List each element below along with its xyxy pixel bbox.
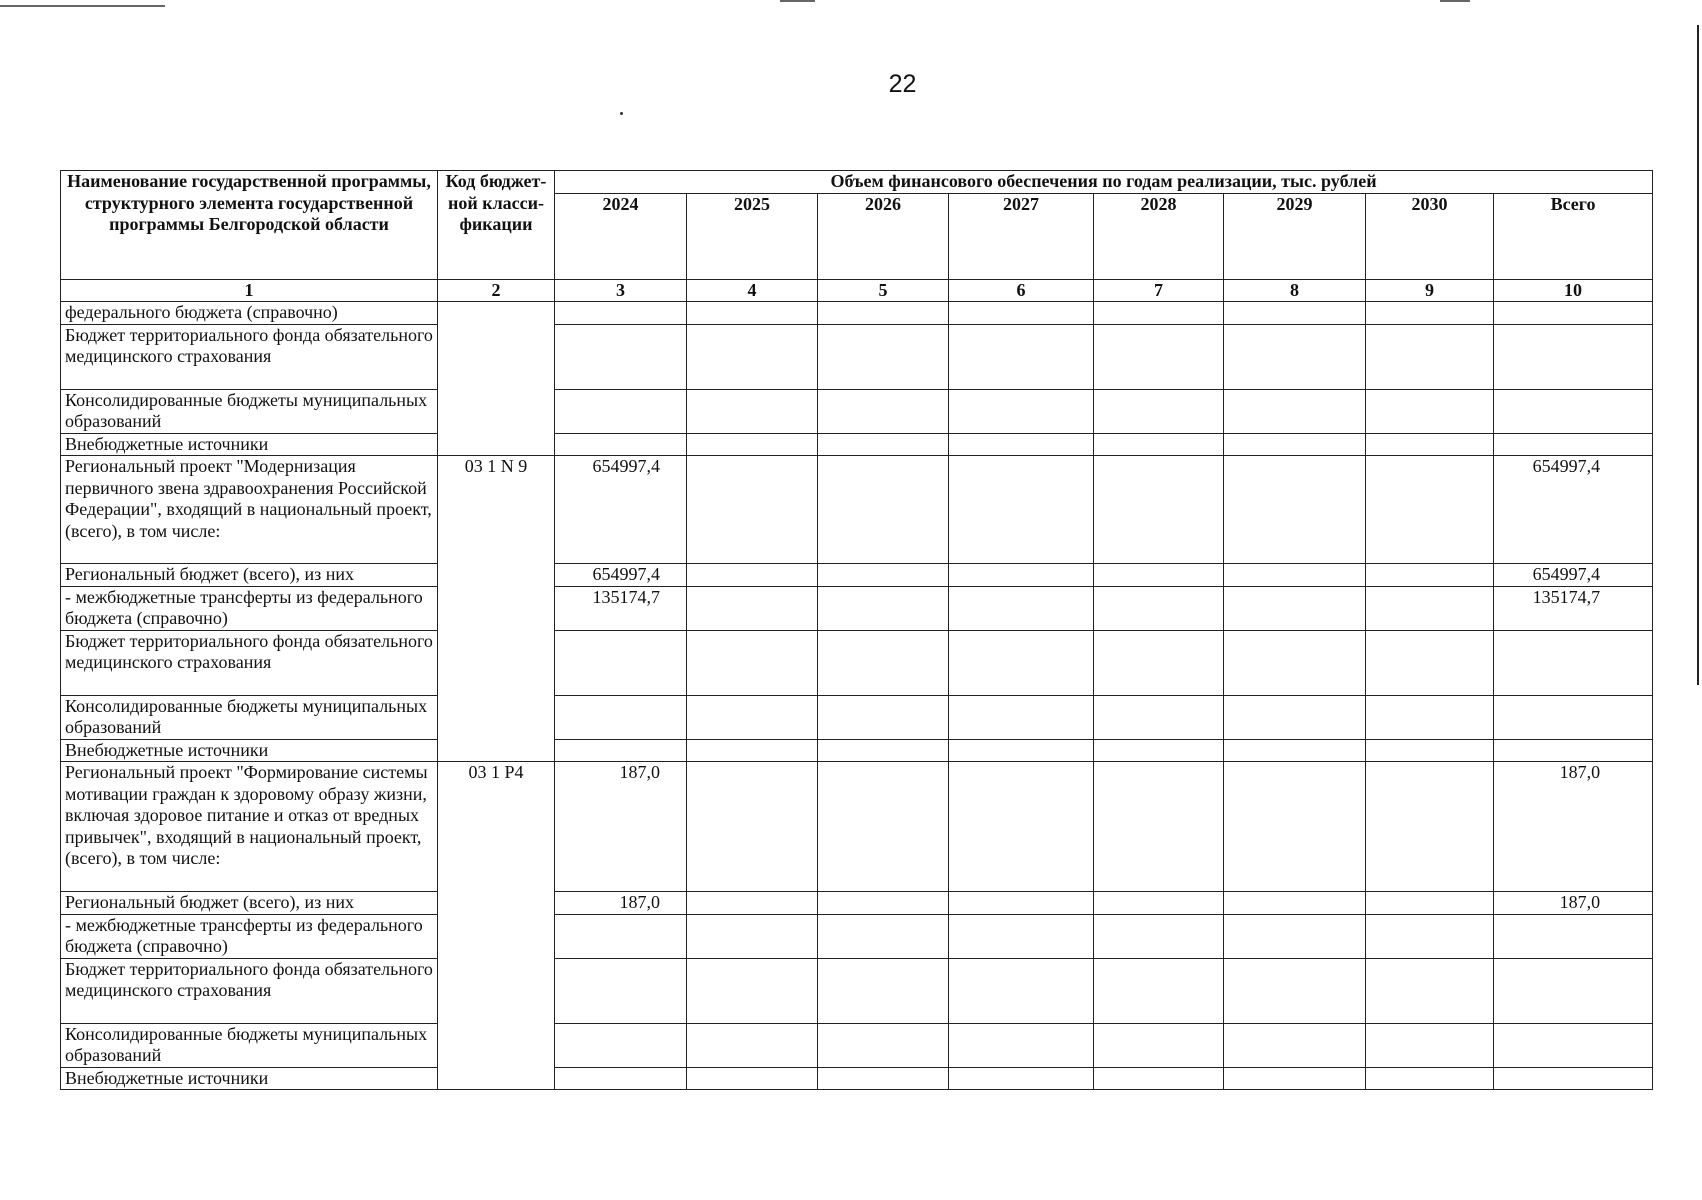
value-2024 <box>555 1023 687 1067</box>
table-row <box>61 586 1653 630</box>
value-empty <box>1224 302 1366 325</box>
value-empty <box>949 456 1094 564</box>
row-code <box>438 302 555 456</box>
value-2024 <box>555 695 687 739</box>
value-empty <box>1094 1023 1224 1067</box>
value-empty <box>687 456 818 564</box>
value-empty <box>687 630 818 695</box>
header-total: Всего <box>1494 194 1653 280</box>
header-year: 2025 <box>687 194 818 280</box>
value-empty <box>1366 324 1494 389</box>
value-2024: 135174,7 <box>555 586 687 630</box>
value-total <box>1494 695 1653 739</box>
value-empty <box>949 433 1094 456</box>
value-empty <box>1366 695 1494 739</box>
value-2024: 654997,4 <box>555 456 687 564</box>
value-empty <box>1366 1067 1494 1090</box>
value-empty <box>818 586 949 630</box>
table-row <box>61 958 1653 1023</box>
value-empty <box>1224 389 1366 433</box>
column-number: 3 <box>555 280 687 302</box>
row-name: Региональный проект "Формирование системы мотивации граждан к здоровому образу жизни, включая здоровое питание и отказ от вредных привычек", входящий в национальный проект, (всего), в том числе: <box>61 762 438 892</box>
column-number: 2 <box>438 280 555 302</box>
value-total <box>1494 739 1653 762</box>
value-2024 <box>555 302 687 325</box>
value-total: 135174,7 <box>1494 586 1653 630</box>
value-empty <box>818 914 949 958</box>
value-2024 <box>555 630 687 695</box>
value-2024 <box>555 389 687 433</box>
value-empty <box>1366 302 1494 325</box>
row-name: федерального бюджета (справочно) <box>61 302 438 325</box>
value-empty <box>1094 324 1224 389</box>
value-empty <box>949 958 1094 1023</box>
value-empty <box>1224 695 1366 739</box>
table-row <box>61 324 1653 389</box>
header-year: 2027 <box>949 194 1094 280</box>
table-row <box>61 389 1653 433</box>
row-name: Бюджет территориального фонда обязательного медицинского страхования <box>61 958 438 1023</box>
value-empty <box>1366 564 1494 587</box>
value-empty <box>1224 324 1366 389</box>
value-2024 <box>555 739 687 762</box>
value-empty <box>949 739 1094 762</box>
value-empty <box>1366 739 1494 762</box>
value-total: 187,0 <box>1494 762 1653 892</box>
row-name: Региональный проект "Модернизация первичного звена здравоохранения Российской Федерации", входящий в национальный проект, (всего), в том числе: <box>61 456 438 564</box>
value-empty <box>1224 564 1366 587</box>
value-empty <box>1094 630 1224 695</box>
value-total <box>1494 958 1653 1023</box>
column-number: 1 <box>61 280 438 302</box>
scan-line-top-right <box>1440 0 1470 2</box>
value-2024: 187,0 <box>555 762 687 892</box>
value-empty <box>818 762 949 892</box>
value-empty <box>1224 456 1366 564</box>
value-empty <box>687 389 818 433</box>
header-code: Код бюджет-ной класси-фикации <box>438 171 555 280</box>
value-empty <box>1094 762 1224 892</box>
header-year: 2026 <box>818 194 949 280</box>
row-name: Внебюджетные источники <box>61 1067 438 1090</box>
value-empty <box>1224 1067 1366 1090</box>
value-empty <box>818 958 949 1023</box>
table-row <box>61 433 1653 456</box>
header-year: 2030 <box>1366 194 1494 280</box>
value-empty <box>949 630 1094 695</box>
value-empty <box>1094 695 1224 739</box>
table-row <box>61 695 1653 739</box>
value-empty <box>687 762 818 892</box>
value-empty <box>1366 389 1494 433</box>
value-empty <box>949 324 1094 389</box>
value-total <box>1494 914 1653 958</box>
value-empty <box>818 892 949 915</box>
value-empty <box>687 1023 818 1067</box>
value-total <box>1494 389 1653 433</box>
scan-line-right-edge <box>1697 25 1699 685</box>
row-name: Бюджет территориального фонда обязательного медицинского страхования <box>61 324 438 389</box>
row-name: Консолидированные бюджеты муниципальных образований <box>61 389 438 433</box>
value-empty <box>1366 433 1494 456</box>
value-empty <box>1224 958 1366 1023</box>
table-row <box>61 739 1653 762</box>
value-empty <box>1366 914 1494 958</box>
table-row <box>61 892 1653 915</box>
header-year: 2028 <box>1094 194 1224 280</box>
column-number: 5 <box>818 280 949 302</box>
value-total: 187,0 <box>1494 892 1653 915</box>
value-empty <box>687 739 818 762</box>
column-number: 10 <box>1494 280 1653 302</box>
value-empty <box>818 739 949 762</box>
header-volume-group: Объем финансового обеспечения по годам реализации, тыс. рублей <box>555 171 1653 194</box>
row-name: - межбюджетные трансферты из федерального бюджета (справочно) <box>61 914 438 958</box>
table-row <box>61 914 1653 958</box>
value-empty <box>949 1067 1094 1090</box>
value-empty <box>1094 892 1224 915</box>
value-empty <box>687 1067 818 1090</box>
value-empty <box>1366 958 1494 1023</box>
value-total <box>1494 302 1653 325</box>
value-2024 <box>555 1067 687 1090</box>
value-empty <box>949 762 1094 892</box>
value-empty <box>818 630 949 695</box>
value-empty <box>687 914 818 958</box>
value-total <box>1494 433 1653 456</box>
value-empty <box>818 302 949 325</box>
value-empty <box>818 456 949 564</box>
table-row <box>61 302 1653 325</box>
value-total <box>1494 630 1653 695</box>
column-number: 6 <box>949 280 1094 302</box>
value-empty <box>1224 914 1366 958</box>
value-empty <box>687 564 818 587</box>
value-total: 654997,4 <box>1494 456 1653 564</box>
value-empty <box>1094 433 1224 456</box>
column-number: 8 <box>1224 280 1366 302</box>
value-2024 <box>555 958 687 1023</box>
value-empty <box>818 389 949 433</box>
table-row <box>61 564 1653 587</box>
value-empty <box>1094 1067 1224 1090</box>
value-empty <box>1366 586 1494 630</box>
table-row <box>61 1067 1653 1090</box>
value-total: 654997,4 <box>1494 564 1653 587</box>
header-year: 2029 <box>1224 194 1366 280</box>
table-row <box>61 762 1653 892</box>
row-name: Региональный бюджет (всего), из них <box>61 892 438 915</box>
value-empty <box>818 695 949 739</box>
value-empty <box>1224 433 1366 456</box>
table-row <box>61 456 1653 564</box>
table-row <box>61 1023 1653 1067</box>
value-empty <box>1224 586 1366 630</box>
value-empty <box>1094 739 1224 762</box>
value-2024 <box>555 914 687 958</box>
value-empty <box>1094 564 1224 587</box>
value-empty <box>1094 456 1224 564</box>
value-2024 <box>555 433 687 456</box>
value-empty <box>1094 914 1224 958</box>
value-empty <box>1224 892 1366 915</box>
value-empty <box>949 892 1094 915</box>
value-empty <box>949 389 1094 433</box>
row-name: Консолидированные бюджеты муниципальных образований <box>61 1023 438 1067</box>
scan-line-top-left <box>0 5 165 7</box>
financing-table <box>60 170 1653 1090</box>
value-empty <box>949 1023 1094 1067</box>
value-total <box>1494 1067 1653 1090</box>
value-empty <box>818 1023 949 1067</box>
value-empty <box>949 695 1094 739</box>
value-empty <box>949 564 1094 587</box>
scan-line-top-center <box>780 0 815 2</box>
value-empty <box>687 433 818 456</box>
value-empty <box>1366 1023 1494 1067</box>
value-empty <box>1094 302 1224 325</box>
value-empty <box>949 914 1094 958</box>
row-name: Региональный бюджет (всего), из них <box>61 564 438 587</box>
value-empty <box>1224 1023 1366 1067</box>
row-code: 03 1 N 9 <box>438 456 555 762</box>
value-empty <box>1224 762 1366 892</box>
value-empty <box>818 433 949 456</box>
table-row <box>61 630 1653 695</box>
value-empty <box>1366 630 1494 695</box>
value-empty <box>1224 739 1366 762</box>
value-empty <box>1366 762 1494 892</box>
row-code: 03 1 P4 <box>438 762 555 1090</box>
value-2024: 187,0 <box>555 892 687 915</box>
row-name: Внебюджетные источники <box>61 739 438 762</box>
row-name: Внебюджетные источники <box>61 433 438 456</box>
value-empty <box>818 324 949 389</box>
value-empty <box>1094 586 1224 630</box>
value-empty <box>687 586 818 630</box>
scan-speck <box>620 112 623 115</box>
value-empty <box>1094 389 1224 433</box>
value-empty <box>687 324 818 389</box>
value-empty <box>687 695 818 739</box>
value-empty <box>949 302 1094 325</box>
value-empty <box>818 1067 949 1090</box>
column-number: 7 <box>1094 280 1224 302</box>
value-total <box>1494 324 1653 389</box>
value-empty <box>949 586 1094 630</box>
value-2024: 654997,4 <box>555 564 687 587</box>
value-empty <box>818 564 949 587</box>
value-2024 <box>555 324 687 389</box>
header-year: 2024 <box>555 194 687 280</box>
header-name: Наименование государственной программы, структурного элемента государственной программы Белгородской области <box>61 171 438 280</box>
row-name: - межбюджетные трансферты из федерального бюджета (справочно) <box>61 586 438 630</box>
row-name: Бюджет территориального фонда обязательного медицинского страхования <box>61 630 438 695</box>
value-empty <box>687 302 818 325</box>
value-empty <box>687 892 818 915</box>
row-name: Консолидированные бюджеты муниципальных образований <box>61 695 438 739</box>
value-empty <box>687 958 818 1023</box>
value-empty <box>1366 456 1494 564</box>
column-number: 9 <box>1366 280 1494 302</box>
value-empty <box>1366 892 1494 915</box>
column-number: 4 <box>687 280 818 302</box>
page-number: 22 <box>888 70 917 98</box>
value-total <box>1494 1023 1653 1067</box>
value-empty <box>1224 630 1366 695</box>
value-empty <box>1094 958 1224 1023</box>
